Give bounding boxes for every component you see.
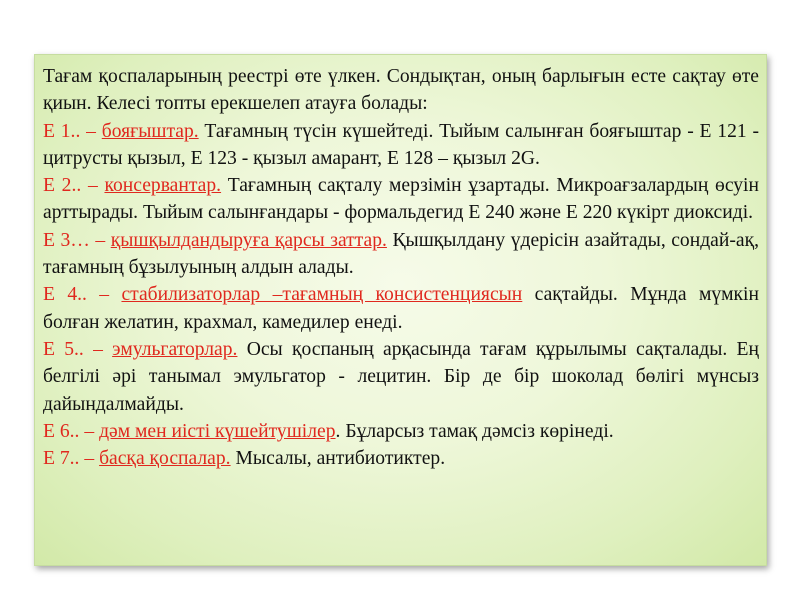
item-text: Мысалы, антибиотиктер. bbox=[230, 448, 446, 470]
item-code: Е 6.. – bbox=[43, 420, 100, 442]
list-item bbox=[43, 281, 759, 336]
item-text: Тағамның түсін күшейтеді. Тыйым салынған бояғыштар - Е 121 - цитрусты қызыл, Е 123 - қызыл амарант, Е 128 – қызыл 2G. bbox=[43, 120, 759, 169]
item-code: Е 3… – bbox=[43, 229, 111, 251]
item-text: Қышқылдану үдерісін азайтады, сондай-ақ, тағамның бұзылуының алдын алады. bbox=[43, 229, 760, 279]
item-term: эмульгаторлар. bbox=[112, 338, 238, 360]
item-text: Тағамның сақталу мерзімін ұзартады. Микроағзалардың өсуін арттырады. Тыйым салынғандары - формальдегид Е 240 және Е 220 күкірт диоксиді. bbox=[43, 175, 759, 224]
item-term: консервантар. bbox=[104, 175, 222, 197]
item-term: басқа қоспалар. bbox=[99, 448, 231, 470]
item-term: дәм мен иісті күшейтушілер bbox=[99, 420, 336, 442]
text-box bbox=[34, 54, 767, 566]
item-term: қышқылдандыруға қарсы заттар. bbox=[110, 229, 387, 251]
intro-paragraph: Тағам қоспаларының реестрі өте үлкен. Сондықтан, оның барлығын есте сақтау өте қиын. Келесі топты ерекшелеп атауға болады: bbox=[43, 66, 759, 115]
list-item bbox=[43, 172, 759, 227]
item-term: стабилизаторлар –тағамның консистенциясын bbox=[121, 284, 523, 306]
item-code: Е 5.. – bbox=[43, 338, 113, 360]
list-item bbox=[43, 227, 759, 282]
item-text: сақтайды. Мұнда мүмкін болған желатин, крахмал, камедилер енеді. bbox=[43, 284, 759, 333]
item-term: бояғыштар. bbox=[101, 120, 199, 142]
item-text: Осы қоспаның арқасында тағам құрылымы сақталады. Ең белгілі әрі танымал эмульгатор - лецитин. Бір де бір шоколад бөлігі мүнсыз дайындалмайды. bbox=[43, 338, 759, 415]
item-code: Е 7.. – bbox=[43, 448, 100, 470]
list-item bbox=[43, 336, 759, 418]
item-text: . Бұларсыз тамақ дәмсіз көрінеді. bbox=[335, 420, 614, 442]
item-code: Е 2.. – bbox=[43, 175, 105, 197]
item-code: Е 1.. – bbox=[43, 120, 102, 142]
item-code: Е 4.. – bbox=[43, 284, 122, 306]
list-item bbox=[43, 118, 759, 173]
list-item bbox=[43, 445, 759, 472]
list-item bbox=[43, 418, 759, 445]
